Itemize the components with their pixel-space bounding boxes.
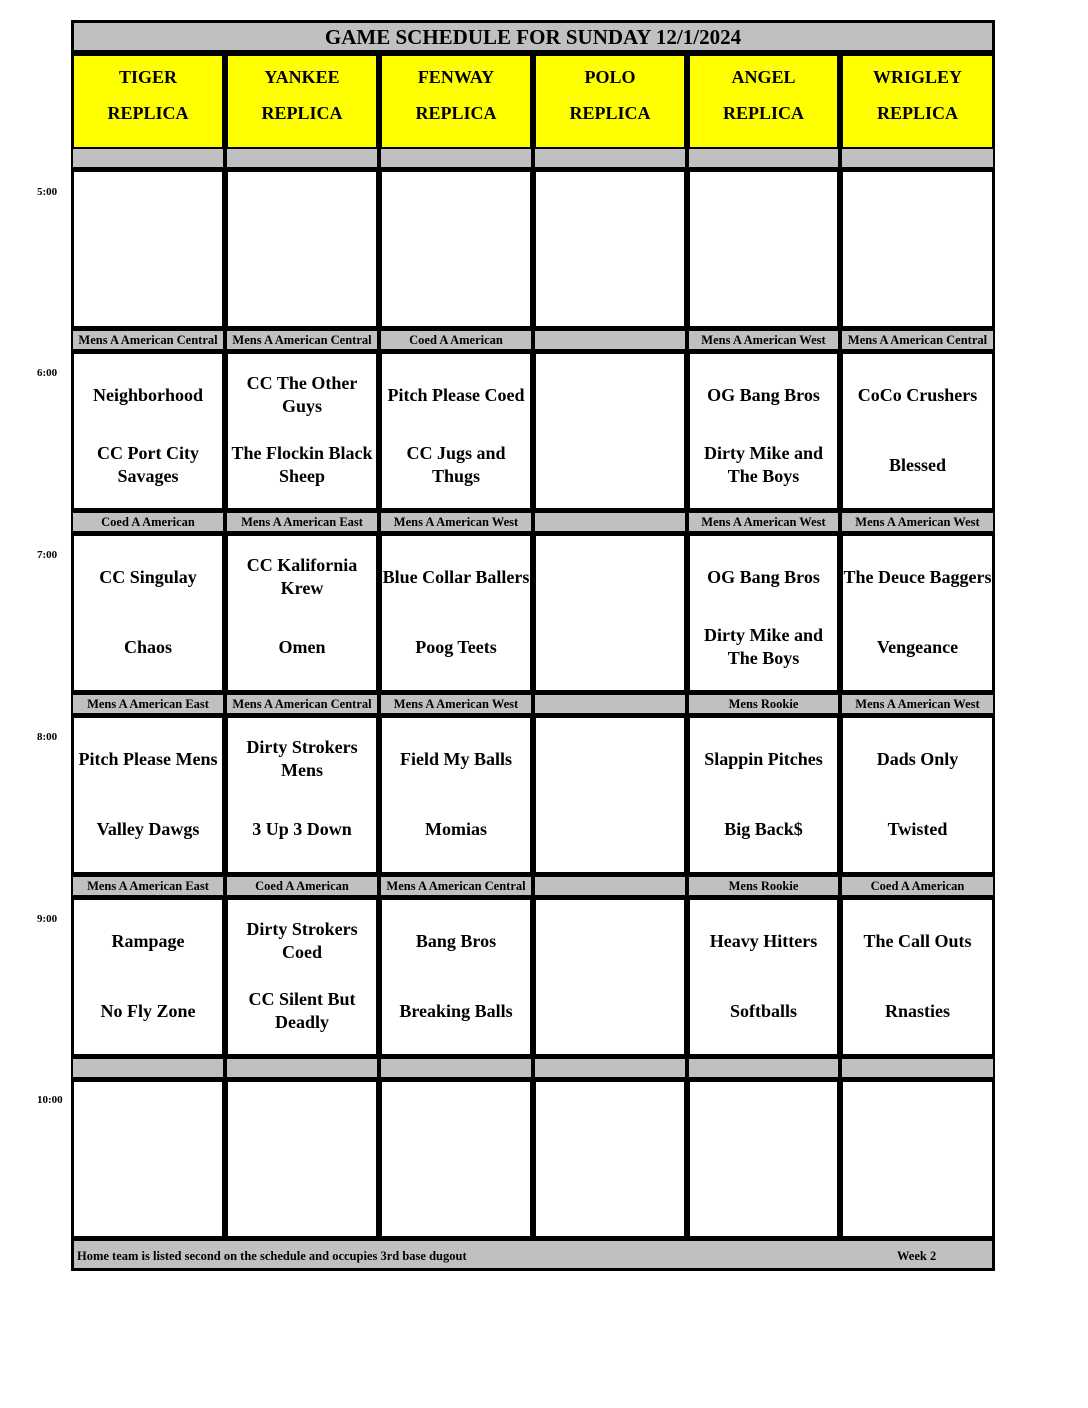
home-team: CC Jugs and Thugs [406, 443, 506, 486]
away-team: Dirty Strokers Coed [246, 919, 358, 962]
time-label: 6:00 [37, 367, 58, 379]
game-cell [533, 715, 687, 875]
game-cell [379, 169, 533, 329]
time-label: 9:00 [37, 913, 58, 925]
away-team: Slappin Pitches [704, 749, 823, 769]
away-team: Field My Balls [400, 749, 512, 769]
game-cell [71, 1079, 225, 1239]
home-team-note: Home team is listed second on the schedule and occupies 3rd base dugout [77, 1249, 467, 1263]
away-team: CC Kalifornia Krew [246, 555, 358, 598]
division-label: Mens A American West [687, 329, 840, 351]
home-team: The Flockin Black Sheep [231, 443, 373, 486]
home-team: Valley Dawgs [96, 819, 200, 839]
field-subtitle: REPLICA [261, 103, 343, 123]
time-label: 5:00 [37, 186, 58, 198]
game-cell [840, 715, 995, 875]
home-team: Breaking Balls [399, 1001, 513, 1021]
time-label: 7:00 [37, 549, 58, 561]
game-cell [71, 533, 225, 693]
game-cell [533, 897, 687, 1057]
division-label [71, 147, 225, 169]
home-team: 3 Up 3 Down [252, 819, 352, 839]
away-team: CoCo Crushers [857, 385, 978, 405]
division-label: Mens A American Central [840, 329, 995, 351]
game-cell [533, 169, 687, 329]
time-label: 10:00 [37, 1094, 63, 1106]
schedule-title: GAME SCHEDULE FOR SUNDAY 12/1/2024 [71, 20, 995, 53]
home-team: Vengeance [876, 637, 959, 657]
game-cell [840, 897, 995, 1057]
away-team: The Call Outs [863, 931, 972, 951]
division-label [533, 1057, 687, 1079]
game-cell [225, 169, 379, 329]
division-label: Mens A American East [225, 511, 379, 533]
field-name: FENWAY [417, 67, 495, 87]
division-label: Coed A American [71, 511, 225, 533]
division-label [379, 147, 533, 169]
field-subtitle: REPLICA [569, 103, 651, 123]
home-team: Twisted [887, 819, 948, 839]
game-cell [840, 533, 995, 693]
home-team: Big Back$ [724, 819, 803, 839]
away-team: Blue Collar Ballers [382, 567, 530, 587]
game-cell [687, 897, 840, 1057]
division-label: Coed A American [225, 875, 379, 897]
game-cell [379, 351, 533, 511]
division-label: Mens A American Central [379, 875, 533, 897]
game-cell [533, 351, 687, 511]
field-subtitle: REPLICA [876, 103, 958, 123]
game-cell [687, 1079, 840, 1239]
division-label [533, 511, 687, 533]
division-label: Mens A American West [840, 511, 995, 533]
game-cell [379, 533, 533, 693]
game-cell [379, 715, 533, 875]
division-label [687, 147, 840, 169]
division-label [840, 147, 995, 169]
division-label [533, 875, 687, 897]
away-team: CC Singulay [99, 567, 197, 587]
time-label: 8:00 [37, 731, 58, 743]
away-team: Pitch Please Coed [387, 385, 525, 405]
game-cell [687, 533, 840, 693]
game-cell [225, 715, 379, 875]
schedule-footer [71, 1238, 995, 1271]
home-team: Poog Teets [415, 637, 497, 657]
game-cell [379, 1079, 533, 1239]
field-name: WRIGLEY [872, 67, 962, 87]
division-label: Mens Rookie [687, 875, 840, 897]
away-team: The Deuce Baggers [843, 567, 992, 587]
division-label: Mens A American West [379, 511, 533, 533]
game-cell [533, 1079, 687, 1239]
division-label: Mens A American East [71, 875, 225, 897]
home-team: Softballs [729, 1001, 798, 1021]
division-label: Coed A American [379, 329, 533, 351]
home-team: No Fly Zone [100, 1001, 196, 1021]
division-label [379, 1057, 533, 1079]
game-cell [71, 897, 225, 1057]
field-name: ANGEL [731, 67, 796, 87]
home-team: Chaos [123, 637, 172, 657]
away-team: OG Bang Bros [707, 567, 820, 587]
division-label [225, 147, 379, 169]
home-team: Rnasties [884, 1001, 950, 1021]
game-cell [687, 169, 840, 329]
division-label: Mens A American Central [225, 329, 379, 351]
schedule-table [71, 20, 995, 1271]
game-cell [225, 897, 379, 1057]
division-label: Coed A American [840, 875, 995, 897]
game-cell [225, 533, 379, 693]
division-label [225, 1057, 379, 1079]
division-label [71, 1057, 225, 1079]
away-team: Neighborhood [92, 385, 204, 405]
game-cell [687, 351, 840, 511]
week-label: Week 2 [897, 1249, 937, 1263]
division-label: Mens A American Central [225, 693, 379, 715]
division-label: Mens Rookie [687, 693, 840, 715]
away-team: Rampage [111, 931, 185, 951]
division-label: Mens A American East [71, 693, 225, 715]
field-name: YANKEE [264, 67, 340, 87]
game-cell [71, 351, 225, 511]
home-team: Dirty Mike and The Boys [704, 443, 823, 486]
home-team: CC Silent But Deadly [248, 989, 356, 1032]
away-team: Heavy Hitters [709, 931, 818, 951]
home-team: Momias [425, 819, 487, 839]
away-team: CC The Other Guys [246, 373, 358, 416]
division-label [687, 1057, 840, 1079]
game-cell [840, 351, 995, 511]
game-cell [840, 169, 995, 329]
game-cell [225, 1079, 379, 1239]
game-cell [687, 715, 840, 875]
division-label [533, 147, 687, 169]
field-name: TIGER [118, 67, 178, 87]
away-team: Dads Only [876, 749, 959, 769]
game-cell [71, 715, 225, 875]
division-label: Mens A American Central [71, 329, 225, 351]
away-team: Dirty Strokers Mens [246, 737, 358, 780]
division-label [533, 693, 687, 715]
division-label [840, 1057, 995, 1079]
division-label: Mens A American West [840, 693, 995, 715]
away-team: OG Bang Bros [707, 385, 820, 405]
division-label [533, 329, 687, 351]
game-cell [379, 897, 533, 1057]
home-team: Dirty Mike and The Boys [704, 625, 823, 668]
game-cell [71, 169, 225, 329]
home-team: Omen [278, 637, 326, 657]
division-label: Mens A American West [687, 511, 840, 533]
game-cell [225, 351, 379, 511]
field-subtitle: REPLICA [722, 103, 804, 123]
division-label: Mens A American West [379, 693, 533, 715]
game-cell [533, 533, 687, 693]
home-team: Blessed [888, 455, 946, 475]
field-subtitle: REPLICA [107, 103, 189, 123]
away-team: Pitch Please Mens [78, 749, 218, 769]
field-subtitle: REPLICA [415, 103, 497, 123]
home-team: CC Port City Savages [97, 443, 199, 486]
game-cell [840, 1079, 995, 1239]
field-name: POLO [584, 67, 636, 87]
away-team: Bang Bros [415, 931, 497, 951]
